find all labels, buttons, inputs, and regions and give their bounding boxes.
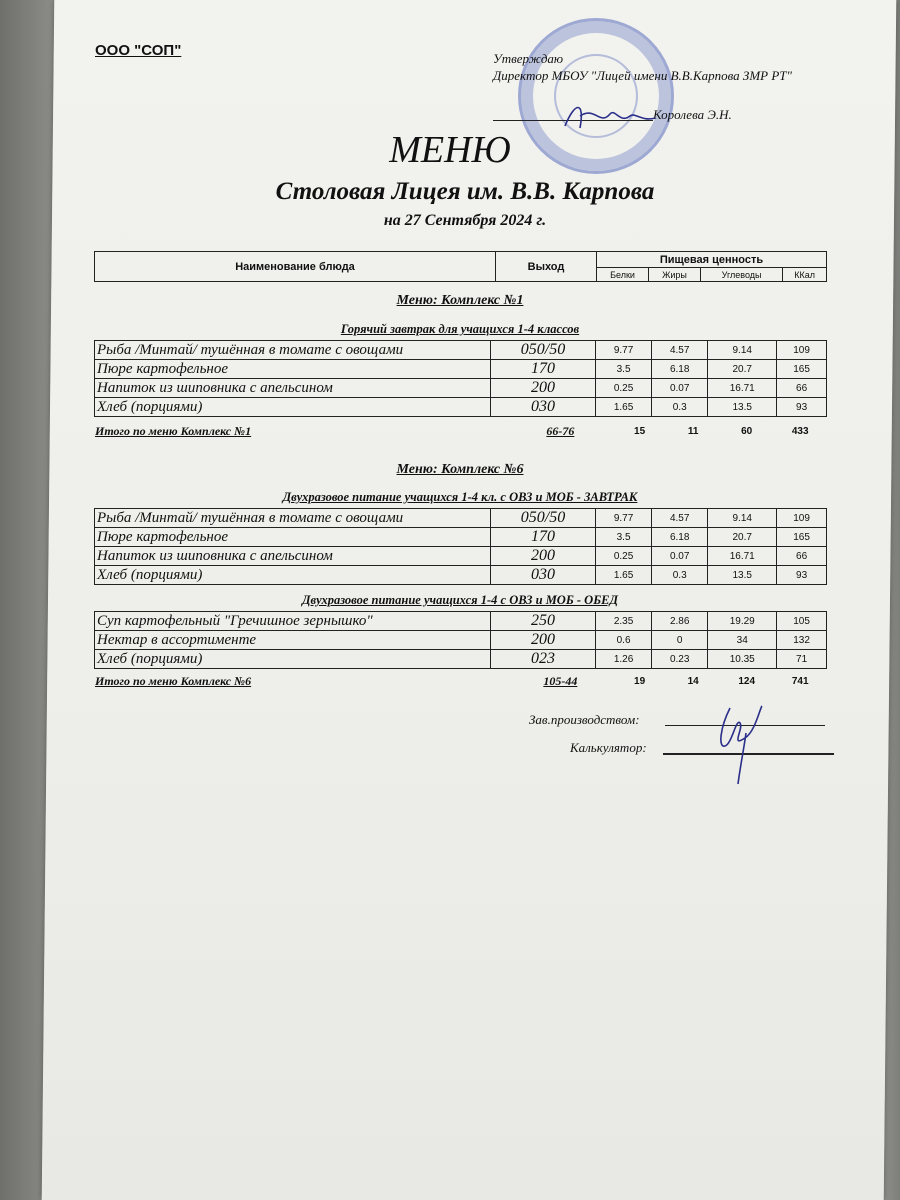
dish-proteins: 1.26 xyxy=(596,650,652,669)
dish-output: 030 xyxy=(491,398,596,417)
approval-position: Директор МБОУ "Лицей имени В.В.Карпова ЗМР РТ" xyxy=(493,68,792,83)
table-header xyxy=(94,251,827,282)
total-kcal: 433 xyxy=(791,426,809,437)
dish-proteins: 9.77 xyxy=(596,341,652,360)
total-output: 66-76 xyxy=(546,424,575,438)
table-row xyxy=(95,631,827,650)
dish-kcal: 105 xyxy=(777,612,827,631)
total-label: Итого по меню Комплекс №6 xyxy=(95,674,252,688)
table-row xyxy=(95,528,827,547)
table-row xyxy=(95,566,827,585)
dish-name: Напиток из шиповника с апельсином xyxy=(95,547,491,566)
header-dish: Наименование блюда xyxy=(95,252,496,282)
total-proteins: 15 xyxy=(634,426,646,437)
total-label: Итого по меню Комплекс №1 xyxy=(95,424,252,438)
page-title: МЕНЮ xyxy=(389,129,511,171)
complex1-title: Меню: Комплекс №1 xyxy=(396,293,524,308)
dish-fats: 6.18 xyxy=(652,528,708,547)
dish-name: Пюре картофельное xyxy=(95,528,491,547)
dish-proteins: 3.5 xyxy=(596,528,652,547)
dish-fats: 0.3 xyxy=(652,398,708,417)
dish-output: 200 xyxy=(491,631,596,650)
dish-proteins: 1.65 xyxy=(596,398,652,417)
dish-kcal: 66 xyxy=(777,379,827,398)
dish-output: 200 xyxy=(491,547,596,566)
production-manager-label: Зав.производством: xyxy=(529,712,640,727)
organization-name: ООО "СОП" xyxy=(95,42,182,59)
complex6-breakfast-table xyxy=(94,508,827,585)
dish-kcal: 165 xyxy=(777,528,827,547)
table-row xyxy=(95,547,827,566)
dish-fats: 0.07 xyxy=(652,547,708,566)
approval-director-name: Королева Э.Н. xyxy=(653,107,732,122)
table-row xyxy=(95,341,827,360)
header-nutrition: Пищевая ценность xyxy=(597,252,827,268)
dish-proteins: 2.35 xyxy=(596,612,652,631)
header-carbs: Углеводы xyxy=(700,268,782,282)
dish-output: 250 xyxy=(491,612,596,631)
dish-proteins: 1.65 xyxy=(596,566,652,585)
dish-kcal: 93 xyxy=(777,566,827,585)
dish-output: 023 xyxy=(491,650,596,669)
dish-proteins: 9.77 xyxy=(596,509,652,528)
dish-fats: 0.23 xyxy=(652,650,708,669)
dish-carbs: 10.35 xyxy=(708,650,777,669)
complex6-lunch-table xyxy=(94,611,827,669)
total-fats: 11 xyxy=(687,426,699,437)
header-output: Выход xyxy=(496,252,597,282)
complex1-subtitle: Горячий завтрак для учащихся 1-4 классов xyxy=(340,322,580,336)
dish-fats: 6.18 xyxy=(652,360,708,379)
dish-name: Рыба /Минтай/ тушённая в томате с овощами xyxy=(95,341,491,360)
dish-carbs: 13.5 xyxy=(708,566,777,585)
header-proteins: Белки xyxy=(597,268,649,282)
dish-carbs: 9.14 xyxy=(708,341,777,360)
dish-fats: 0.07 xyxy=(652,379,708,398)
total-carbs: 124 xyxy=(738,676,756,687)
complex6-title: Меню: Комплекс №6 xyxy=(396,462,524,477)
dish-kcal: 93 xyxy=(777,398,827,417)
dish-fats: 0 xyxy=(652,631,708,650)
table-row xyxy=(95,379,827,398)
dish-name: Рыба /Минтай/ тушённая в томате с овощами xyxy=(95,509,491,528)
dish-output: 050/50 xyxy=(491,509,596,528)
approval-block xyxy=(493,50,823,122)
dish-fats: 0.3 xyxy=(652,566,708,585)
dish-carbs: 9.14 xyxy=(708,509,777,528)
dish-name: Нектар в ассортименте xyxy=(95,631,491,650)
dish-fats: 4.57 xyxy=(652,341,708,360)
dish-output: 050/50 xyxy=(491,341,596,360)
dish-carbs: 34 xyxy=(708,631,777,650)
dish-name: Суп картофельный "Гречишное зернышко" xyxy=(95,612,491,631)
dish-carbs: 13.5 xyxy=(708,398,777,417)
dish-proteins: 3.5 xyxy=(596,360,652,379)
total-proteins: 19 xyxy=(634,676,646,687)
dish-proteins: 0.25 xyxy=(596,547,652,566)
table-row xyxy=(95,509,827,528)
handwritten-signature xyxy=(700,688,780,788)
dish-kcal: 132 xyxy=(777,631,827,650)
total-carbs: 60 xyxy=(741,426,753,437)
header-fats: Жиры xyxy=(649,268,701,282)
calculator-label: Калькулятор: xyxy=(570,740,647,755)
complex6-breakfast-title: Двухразовое питание учащихся 1-4 кл. с ОВЗ и МОБ - ЗАВТРАК xyxy=(282,490,638,504)
dish-carbs: 19.29 xyxy=(708,612,777,631)
dish-carbs: 20.7 xyxy=(708,360,777,379)
dish-output: 170 xyxy=(491,528,596,547)
complex1-total xyxy=(94,423,827,440)
table-row xyxy=(95,650,827,669)
dish-fats: 4.57 xyxy=(652,509,708,528)
menu-date: на 27 Сентября 2024 г. xyxy=(383,212,547,229)
dish-fats: 2.86 xyxy=(652,612,708,631)
page-subtitle: Столовая Лицея им. В.В. Карпова xyxy=(275,178,655,205)
dish-name: Пюре картофельное xyxy=(95,360,491,379)
dish-kcal: 109 xyxy=(777,509,827,528)
table-row xyxy=(95,612,827,631)
dish-kcal: 66 xyxy=(777,547,827,566)
dish-name: Хлеб (порциями) xyxy=(95,398,491,417)
dish-output: 030 xyxy=(491,566,596,585)
dish-output: 200 xyxy=(491,379,596,398)
dish-carbs: 16.71 xyxy=(708,547,777,566)
table-row xyxy=(95,360,827,379)
dish-name: Хлеб (порциями) xyxy=(95,650,491,669)
total-output: 105-44 xyxy=(543,674,578,688)
table-row xyxy=(95,398,827,417)
dish-kcal: 71 xyxy=(777,650,827,669)
header-kcal: ККал xyxy=(783,268,827,282)
complex6-lunch-title: Двухразовое питание учащихся 1-4 с ОВЗ и МОБ - ОБЕД xyxy=(301,593,619,607)
dish-name: Напиток из шиповника с апельсином xyxy=(95,379,491,398)
dish-name: Хлеб (порциями) xyxy=(95,566,491,585)
dish-kcal: 109 xyxy=(777,341,827,360)
dish-carbs: 16.71 xyxy=(708,379,777,398)
dish-carbs: 20.7 xyxy=(708,528,777,547)
total-kcal: 741 xyxy=(791,676,809,687)
complex1-table xyxy=(94,340,827,417)
dish-proteins: 0.25 xyxy=(596,379,652,398)
dish-proteins: 0.6 xyxy=(596,631,652,650)
approval-word: Утверждаю xyxy=(493,51,564,66)
dish-output: 170 xyxy=(491,360,596,379)
total-fats: 14 xyxy=(687,676,699,687)
dish-kcal: 165 xyxy=(777,360,827,379)
